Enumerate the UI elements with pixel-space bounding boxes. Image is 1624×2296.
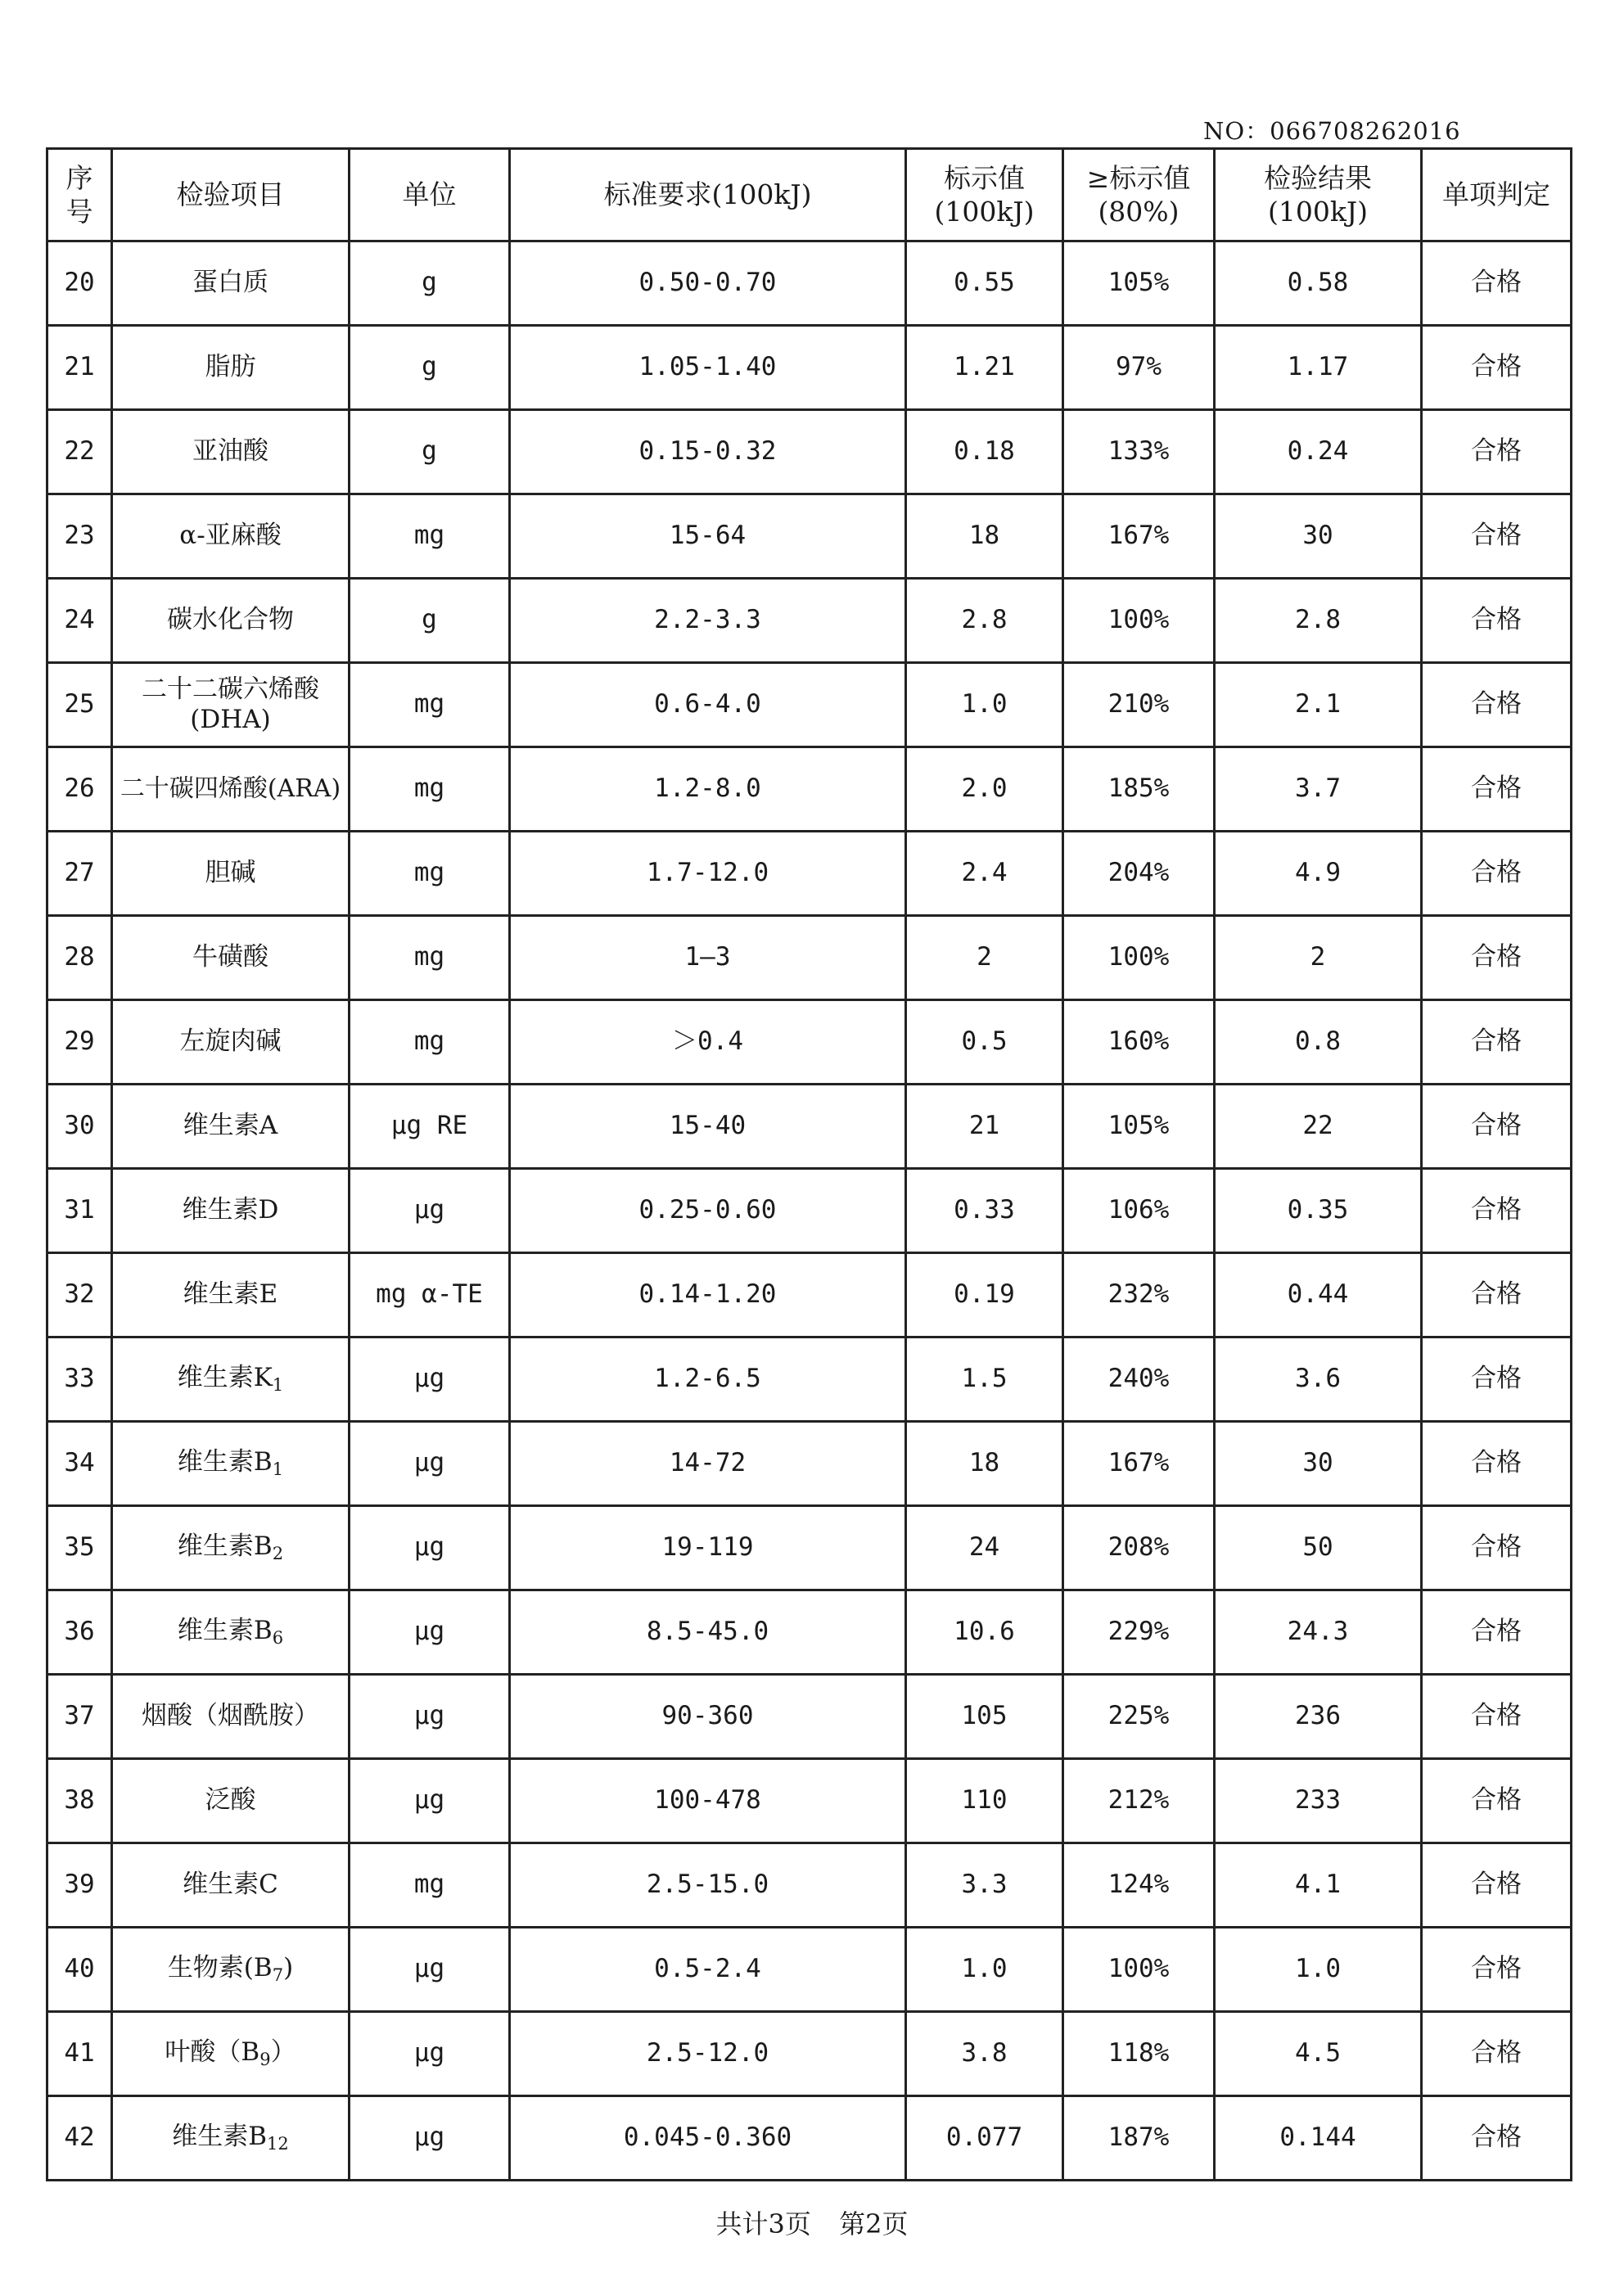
test-item-name: 碳水化合物 bbox=[167, 605, 294, 635]
test-item-subscript: 2 bbox=[272, 1543, 284, 1563]
unit: mg bbox=[350, 747, 510, 832]
unit: μg bbox=[350, 1590, 510, 1675]
row-number: 35 bbox=[47, 1506, 112, 1590]
unit: μg bbox=[350, 1506, 510, 1590]
row-number: 30 bbox=[47, 1085, 112, 1169]
table-row bbox=[47, 1675, 1572, 1759]
row-number: 40 bbox=[47, 1928, 112, 2012]
test-result: 233 bbox=[1215, 1759, 1422, 1843]
table-header-row bbox=[47, 149, 1572, 241]
table-row bbox=[47, 2096, 1572, 2181]
row-number: 23 bbox=[47, 494, 112, 579]
standard-requirement: 15-40 bbox=[510, 1085, 906, 1169]
test-item-subscript: 9 bbox=[259, 2049, 271, 2069]
header-percent bbox=[1063, 149, 1215, 241]
table-row bbox=[47, 494, 1572, 579]
test-item bbox=[112, 2096, 350, 2181]
test-item bbox=[112, 494, 350, 579]
test-item bbox=[112, 916, 350, 1000]
standard-requirement: 0.15-0.32 bbox=[510, 410, 906, 494]
percent-of-labeled: 208% bbox=[1063, 1506, 1215, 1590]
table-row bbox=[47, 1928, 1572, 2012]
standard-requirement: 100-478 bbox=[510, 1759, 906, 1843]
verdict: 合格 bbox=[1422, 747, 1572, 832]
test-result: 1.0 bbox=[1215, 1928, 1422, 2012]
verdict: 合格 bbox=[1422, 410, 1572, 494]
total-pages: 共计3页 bbox=[715, 2208, 811, 2240]
header-standard: 标准要求(100kJ) bbox=[510, 149, 906, 241]
test-result: 50 bbox=[1215, 1506, 1422, 1590]
test-result: 0.144 bbox=[1215, 2096, 1422, 2181]
row-number: 29 bbox=[47, 1000, 112, 1085]
labeled-value: 2 bbox=[906, 916, 1063, 1000]
percent-of-labeled: 100% bbox=[1063, 916, 1215, 1000]
labeled-value: 0.55 bbox=[906, 241, 1063, 326]
row-number: 38 bbox=[47, 1759, 112, 1843]
test-item bbox=[112, 747, 350, 832]
test-item bbox=[112, 241, 350, 326]
test-item-name: 维生素D bbox=[182, 1195, 279, 1225]
table-row bbox=[47, 663, 1572, 747]
labeled-value: 1.0 bbox=[906, 663, 1063, 747]
unit: mg bbox=[350, 1843, 510, 1928]
test-item-subscript: 1 bbox=[272, 1374, 284, 1395]
test-item bbox=[112, 832, 350, 916]
labeled-value: 1.0 bbox=[906, 1928, 1063, 2012]
test-item-name: 泛酸 bbox=[205, 1785, 256, 1816]
test-item bbox=[112, 1590, 350, 1675]
header-seq: 序号 bbox=[47, 149, 112, 241]
unit: μg RE bbox=[350, 1085, 510, 1169]
row-number: 37 bbox=[47, 1675, 112, 1759]
percent-of-labeled: 240% bbox=[1063, 1337, 1215, 1422]
header-result bbox=[1215, 149, 1422, 241]
row-number: 24 bbox=[47, 579, 112, 663]
percent-of-labeled: 160% bbox=[1063, 1000, 1215, 1085]
test-item-name: 亚油酸 bbox=[192, 436, 268, 467]
test-item-name: 脂肪 bbox=[205, 352, 256, 382]
test-result: 0.8 bbox=[1215, 1000, 1422, 1085]
verdict: 合格 bbox=[1422, 1843, 1572, 1928]
row-number: 39 bbox=[47, 1843, 112, 1928]
header-percent-line1: ≥标示值 bbox=[1086, 161, 1191, 194]
current-page: 第2页 bbox=[839, 2208, 909, 2240]
header-result-line1: 检验结果 bbox=[1264, 161, 1372, 194]
verdict: 合格 bbox=[1422, 1506, 1572, 1590]
verdict: 合格 bbox=[1422, 1085, 1572, 1169]
percent-of-labeled: 124% bbox=[1063, 1843, 1215, 1928]
row-number: 21 bbox=[47, 326, 112, 410]
test-item-name: 蛋白质 bbox=[192, 268, 268, 298]
verdict: 合格 bbox=[1422, 1169, 1572, 1253]
labeled-value: 2.4 bbox=[906, 832, 1063, 916]
table-row bbox=[47, 1422, 1572, 1506]
table-row bbox=[47, 747, 1572, 832]
standard-requirement: 0.6-4.0 bbox=[510, 663, 906, 747]
test-item-name: 牛磺酸 bbox=[192, 942, 268, 972]
report-number: NO：066708262016 bbox=[1203, 117, 1461, 145]
percent-of-labeled: 225% bbox=[1063, 1675, 1215, 1759]
percent-of-labeled: 133% bbox=[1063, 410, 1215, 494]
table-row bbox=[47, 579, 1572, 663]
test-result: 24.3 bbox=[1215, 1590, 1422, 1675]
test-item-name: α-亚麻酸 bbox=[179, 521, 282, 551]
test-item-name: 维生素B bbox=[177, 1615, 273, 1645]
verdict: 合格 bbox=[1422, 1253, 1572, 1337]
verdict: 合格 bbox=[1422, 1675, 1572, 1759]
test-item-subscript: 1 bbox=[272, 1459, 284, 1479]
header-labeled-value bbox=[906, 149, 1063, 241]
standard-requirement: 14-72 bbox=[510, 1422, 906, 1506]
percent-of-labeled: 167% bbox=[1063, 494, 1215, 579]
standard-requirement: 90-360 bbox=[510, 1675, 906, 1759]
test-item bbox=[112, 1675, 350, 1759]
percent-of-labeled: 97% bbox=[1063, 326, 1215, 410]
unit: μg bbox=[350, 1337, 510, 1422]
unit: μg bbox=[350, 2096, 510, 2181]
test-item-name: 维生素B bbox=[172, 2121, 268, 2151]
unit: μg bbox=[350, 1675, 510, 1759]
standard-requirement: 0.045-0.360 bbox=[510, 2096, 906, 2181]
percent-of-labeled: 232% bbox=[1063, 1253, 1215, 1337]
standard-requirement: 2.5-12.0 bbox=[510, 2012, 906, 2096]
table-row bbox=[47, 1590, 1572, 1675]
unit: mg bbox=[350, 1000, 510, 1085]
verdict: 合格 bbox=[1422, 663, 1572, 747]
test-result: 30 bbox=[1215, 494, 1422, 579]
test-item bbox=[112, 1843, 350, 1928]
unit: μg bbox=[350, 1759, 510, 1843]
standard-requirement: 0.5-2.4 bbox=[510, 1928, 906, 2012]
standard-requirement: 8.5-45.0 bbox=[510, 1590, 906, 1675]
percent-of-labeled: 100% bbox=[1063, 579, 1215, 663]
test-item bbox=[112, 1337, 350, 1422]
test-item bbox=[112, 579, 350, 663]
test-item bbox=[112, 1000, 350, 1085]
unit: mg bbox=[350, 494, 510, 579]
test-item bbox=[112, 1759, 350, 1843]
standard-requirement: 1—3 bbox=[510, 916, 906, 1000]
table-row bbox=[47, 1169, 1572, 1253]
row-number: 26 bbox=[47, 747, 112, 832]
table-row bbox=[47, 1085, 1572, 1169]
row-number: 32 bbox=[47, 1253, 112, 1337]
test-item bbox=[112, 410, 350, 494]
test-item-suffix: ） bbox=[270, 2037, 296, 2067]
test-result: 22 bbox=[1215, 1085, 1422, 1169]
table-row bbox=[47, 832, 1572, 916]
standard-requirement: 2.2-3.3 bbox=[510, 579, 906, 663]
test-item-name: 维生素C bbox=[183, 1870, 278, 1900]
percent-of-labeled: 167% bbox=[1063, 1422, 1215, 1506]
table-row bbox=[47, 1506, 1572, 1590]
table-row bbox=[47, 1759, 1572, 1843]
unit: mg α-TE bbox=[350, 1253, 510, 1337]
verdict: 合格 bbox=[1422, 1590, 1572, 1675]
labeled-value: 10.6 bbox=[906, 1590, 1063, 1675]
unit: mg bbox=[350, 916, 510, 1000]
test-result: 30 bbox=[1215, 1422, 1422, 1506]
test-item bbox=[112, 663, 350, 747]
header-unit: 单位 bbox=[350, 149, 510, 241]
unit: g bbox=[350, 410, 510, 494]
test-item bbox=[112, 2012, 350, 2096]
row-number: 20 bbox=[47, 241, 112, 326]
test-item bbox=[112, 326, 350, 410]
test-item-name: 维生素A bbox=[183, 1111, 278, 1141]
standard-requirement: 1.2-8.0 bbox=[510, 747, 906, 832]
labeled-value: 0.19 bbox=[906, 1253, 1063, 1337]
table-row bbox=[47, 2012, 1572, 2096]
test-result: 2.8 bbox=[1215, 579, 1422, 663]
test-result: 4.1 bbox=[1215, 1843, 1422, 1928]
table-row bbox=[47, 326, 1572, 410]
test-result: 3.6 bbox=[1215, 1337, 1422, 1422]
labeled-value: 0.33 bbox=[906, 1169, 1063, 1253]
percent-of-labeled: 185% bbox=[1063, 747, 1215, 832]
test-item bbox=[112, 1506, 350, 1590]
table-row bbox=[47, 1843, 1572, 1928]
test-item-name: 二十碳四烯酸(ARA) bbox=[120, 774, 341, 803]
labeled-value: 2.8 bbox=[906, 579, 1063, 663]
standard-requirement: 0.25-0.60 bbox=[510, 1169, 906, 1253]
labeled-value: 0.5 bbox=[906, 1000, 1063, 1085]
verdict: 合格 bbox=[1422, 579, 1572, 663]
percent-of-labeled: 100% bbox=[1063, 1928, 1215, 2012]
test-item-subscript: 7 bbox=[272, 1964, 284, 1985]
page-footer bbox=[0, 2204, 1624, 2241]
test-result: 4.5 bbox=[1215, 2012, 1422, 2096]
verdict: 合格 bbox=[1422, 1337, 1572, 1422]
table-row bbox=[47, 1337, 1572, 1422]
standard-requirement: 1.7-12.0 bbox=[510, 832, 906, 916]
percent-of-labeled: 210% bbox=[1063, 663, 1215, 747]
unit: μg bbox=[350, 1928, 510, 2012]
header-item: 检验项目 bbox=[112, 149, 350, 241]
test-item-name: 叶酸（B bbox=[165, 2037, 260, 2067]
test-result: 3.7 bbox=[1215, 747, 1422, 832]
test-item-name: 维生素E bbox=[183, 1279, 278, 1310]
test-result: 0.44 bbox=[1215, 1253, 1422, 1337]
labeled-value: 110 bbox=[906, 1759, 1063, 1843]
row-number: 33 bbox=[47, 1337, 112, 1422]
test-result: 236 bbox=[1215, 1675, 1422, 1759]
unit: g bbox=[350, 241, 510, 326]
row-number: 42 bbox=[47, 2096, 112, 2181]
row-number: 34 bbox=[47, 1422, 112, 1506]
test-item-name: 胆碱 bbox=[205, 858, 256, 888]
header-result-line2: (100kJ) bbox=[1268, 196, 1368, 228]
verdict: 合格 bbox=[1422, 1000, 1572, 1085]
row-number: 27 bbox=[47, 832, 112, 916]
verdict: 合格 bbox=[1422, 326, 1572, 410]
verdict: 合格 bbox=[1422, 494, 1572, 579]
row-number: 36 bbox=[47, 1590, 112, 1675]
header-labeled-line2: (100kJ) bbox=[934, 196, 1035, 228]
labeled-value: 0.18 bbox=[906, 410, 1063, 494]
labeled-value: 21 bbox=[906, 1085, 1063, 1169]
header-percent-line2: (80%) bbox=[1098, 196, 1180, 228]
test-result: 4.9 bbox=[1215, 832, 1422, 916]
test-item-name: 二十二碳六烯酸 bbox=[142, 674, 319, 704]
row-number: 28 bbox=[47, 916, 112, 1000]
labeled-value: 18 bbox=[906, 494, 1063, 579]
percent-of-labeled: 187% bbox=[1063, 2096, 1215, 2181]
header-labeled-line1: 标示值 bbox=[944, 161, 1025, 194]
unit: μg bbox=[350, 1422, 510, 1506]
verdict: 合格 bbox=[1422, 1422, 1572, 1506]
labeled-value: 1.5 bbox=[906, 1337, 1063, 1422]
test-item bbox=[112, 1085, 350, 1169]
row-number: 41 bbox=[47, 2012, 112, 2096]
standard-requirement: ＞0.4 bbox=[510, 1000, 906, 1085]
test-item-name: 维生素B bbox=[177, 1446, 273, 1477]
test-item bbox=[112, 1169, 350, 1253]
table-row bbox=[47, 1000, 1572, 1085]
test-item-line2: (DHA) bbox=[190, 705, 271, 734]
table-body bbox=[47, 241, 1572, 2181]
verdict: 合格 bbox=[1422, 1759, 1572, 1843]
table-row bbox=[47, 916, 1572, 1000]
labeled-value: 18 bbox=[906, 1422, 1063, 1506]
test-item-suffix: ) bbox=[283, 1952, 294, 1982]
verdict: 合格 bbox=[1422, 832, 1572, 916]
verdict: 合格 bbox=[1422, 2012, 1572, 2096]
test-item-subscript: 12 bbox=[267, 2133, 289, 2154]
test-item-subscript: 6 bbox=[272, 1627, 284, 1648]
row-number: 25 bbox=[47, 663, 112, 747]
standard-requirement: 2.5-15.0 bbox=[510, 1843, 906, 1928]
row-number: 22 bbox=[47, 410, 112, 494]
test-item-name: 维生素K bbox=[177, 1362, 273, 1392]
unit: g bbox=[350, 579, 510, 663]
labeled-value: 1.21 bbox=[906, 326, 1063, 410]
test-result: 2 bbox=[1215, 916, 1422, 1000]
unit: μg bbox=[350, 1169, 510, 1253]
test-item bbox=[112, 1253, 350, 1337]
test-item-name: 烟酸（烟酰胺） bbox=[142, 1701, 319, 1731]
standard-requirement: 15-64 bbox=[510, 494, 906, 579]
percent-of-labeled: 106% bbox=[1063, 1169, 1215, 1253]
header-verdict: 单项判定 bbox=[1422, 149, 1572, 241]
table-row bbox=[47, 241, 1572, 326]
test-result: 2.1 bbox=[1215, 663, 1422, 747]
labeled-value: 2.0 bbox=[906, 747, 1063, 832]
labeled-value: 24 bbox=[906, 1506, 1063, 1590]
unit: mg bbox=[350, 663, 510, 747]
table-row bbox=[47, 1253, 1572, 1337]
verdict: 合格 bbox=[1422, 241, 1572, 326]
test-item bbox=[112, 1422, 350, 1506]
test-item-name: 左旋肉碱 bbox=[179, 1026, 282, 1057]
test-result: 0.35 bbox=[1215, 1169, 1422, 1253]
inspection-results-table bbox=[46, 147, 1572, 2181]
labeled-value: 3.8 bbox=[906, 2012, 1063, 2096]
labeled-value: 0.077 bbox=[906, 2096, 1063, 2181]
test-item bbox=[112, 1928, 350, 2012]
percent-of-labeled: 229% bbox=[1063, 1590, 1215, 1675]
verdict: 合格 bbox=[1422, 916, 1572, 1000]
test-result: 0.58 bbox=[1215, 241, 1422, 326]
test-item-name: 维生素B bbox=[177, 1531, 273, 1561]
standard-requirement: 0.50-0.70 bbox=[510, 241, 906, 326]
percent-of-labeled: 105% bbox=[1063, 1085, 1215, 1169]
standard-requirement: 1.2-6.5 bbox=[510, 1337, 906, 1422]
percent-of-labeled: 105% bbox=[1063, 241, 1215, 326]
unit: g bbox=[350, 326, 510, 410]
standard-requirement: 1.05-1.40 bbox=[510, 326, 906, 410]
labeled-value: 105 bbox=[906, 1675, 1063, 1759]
table-row bbox=[47, 410, 1572, 494]
row-number: 31 bbox=[47, 1169, 112, 1253]
unit: μg bbox=[350, 2012, 510, 2096]
verdict: 合格 bbox=[1422, 2096, 1572, 2181]
standard-requirement: 19-119 bbox=[510, 1506, 906, 1590]
percent-of-labeled: 118% bbox=[1063, 2012, 1215, 2096]
labeled-value: 3.3 bbox=[906, 1843, 1063, 1928]
test-result: 1.17 bbox=[1215, 326, 1422, 410]
percent-of-labeled: 204% bbox=[1063, 832, 1215, 916]
test-result: 0.24 bbox=[1215, 410, 1422, 494]
test-item-name: 生物素(B bbox=[167, 1952, 273, 1982]
standard-requirement: 0.14-1.20 bbox=[510, 1253, 906, 1337]
percent-of-labeled: 212% bbox=[1063, 1759, 1215, 1843]
unit: mg bbox=[350, 832, 510, 916]
verdict: 合格 bbox=[1422, 1928, 1572, 2012]
